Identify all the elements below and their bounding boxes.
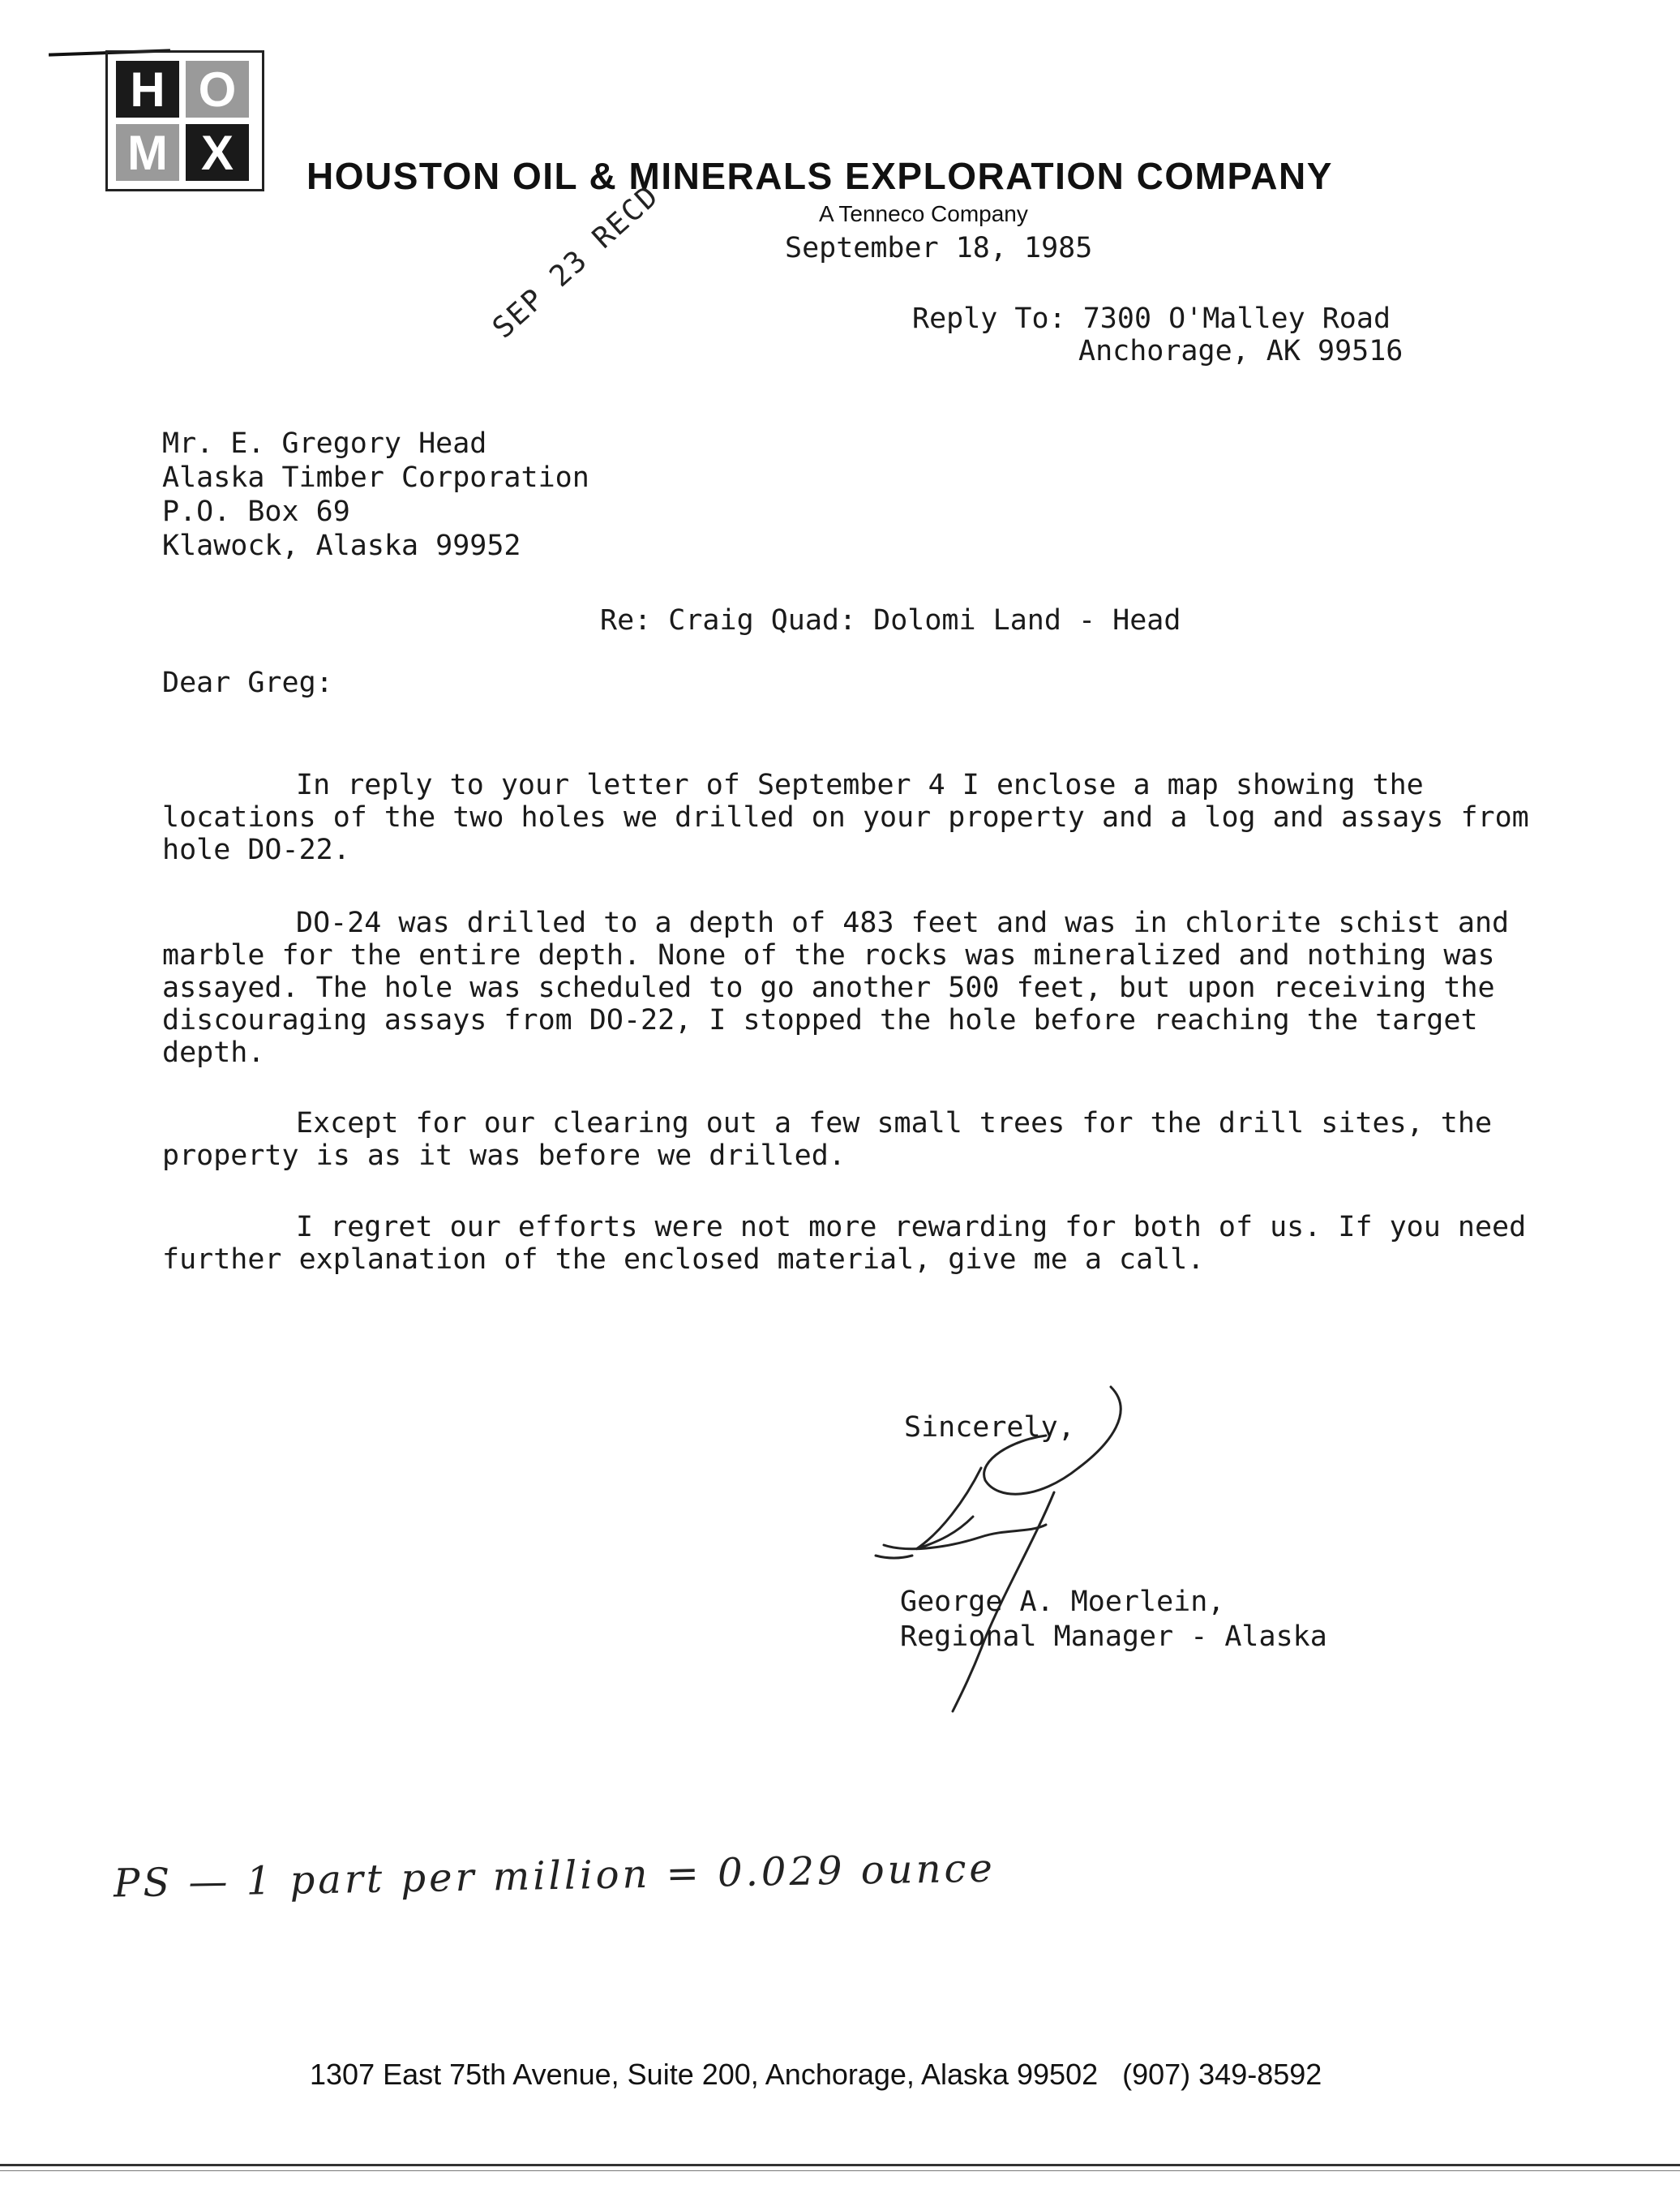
recipient-company: Alaska Timber Corporation (162, 461, 589, 494)
recipient-city: Klawock, Alaska 99952 (162, 530, 521, 562)
signer-title: Regional Manager - Alaska (900, 1620, 1327, 1653)
paragraph-text: In reply to your letter of September 4 I enclose a map showing the locations of the two holes we drilled on your property and a log and assays from hole DO-22. (162, 769, 1529, 866)
bottom-rule-thin (0, 2170, 1680, 2171)
letter-date: September 18, 1985 (785, 232, 1093, 264)
recipient-name: Mr. E. Gregory Head (162, 427, 487, 460)
company-tagline: A Tenneco Company (819, 201, 1028, 226)
company-logo (105, 50, 264, 191)
logo-cell-h: H (116, 61, 179, 118)
logo-cell-x: X (186, 124, 249, 181)
body-paragraph-3 (162, 1107, 1541, 1172)
paragraph-text: DO-24 was drilled to a depth of 483 feet and was in chlorite schist and marble for the entire depth. None of the rocks was mineralized and nothing was assayed. The hole was scheduled to go another 500 feet, but upon receiving the discouraging assays from DO-22, I stopped the hole before reaching the target depth. (162, 907, 1510, 1069)
paragraph-text: I regret our efforts were not more rewarding for both of us. If you need further explanation of the enclosed material, give me a call. (162, 1211, 1527, 1276)
reply-to-label: Reply To: (912, 303, 1066, 335)
reply-to-line1 (912, 303, 1391, 335)
logo-cell-o: O (186, 61, 249, 118)
body-paragraph-1 (162, 769, 1541, 866)
logo-cell-m: M (116, 124, 179, 181)
footer-address: 1307 East 75th Avenue, Suite 200, Anchorage, Alaska 99502 (907) 349-8592 (310, 2058, 1322, 2091)
subject-line: Re: Craig Quad: Dolomi Land - Head (600, 604, 1181, 637)
handwritten-ps-note: PS — 1 part per million = 0.029 ounce (113, 1845, 996, 1907)
bottom-rule (0, 2164, 1680, 2166)
body-paragraph-2 (162, 907, 1541, 1069)
body-paragraph-4 (162, 1211, 1541, 1276)
signer-name: George A. Moerlein, (900, 1586, 1225, 1618)
salutation: Dear Greg: (162, 667, 333, 699)
handwritten-signature (843, 1379, 1151, 1736)
paragraph-text: Except for our clearing out a few small trees for the drill sites, the property is as it was before we drilled. (162, 1107, 1493, 1172)
reply-to-street: 7300 O'Malley Road (1082, 303, 1391, 335)
closing: Sincerely, (904, 1411, 1075, 1444)
company-name: HOUSTON OIL & MINERALS EXPLORATION COMPANY (306, 155, 1333, 197)
recipient-po-box: P.O. Box 69 (162, 496, 350, 528)
received-stamp: SEP 23 RECD (486, 178, 666, 346)
reply-to-city: Anchorage, AK 99516 (1078, 335, 1404, 367)
